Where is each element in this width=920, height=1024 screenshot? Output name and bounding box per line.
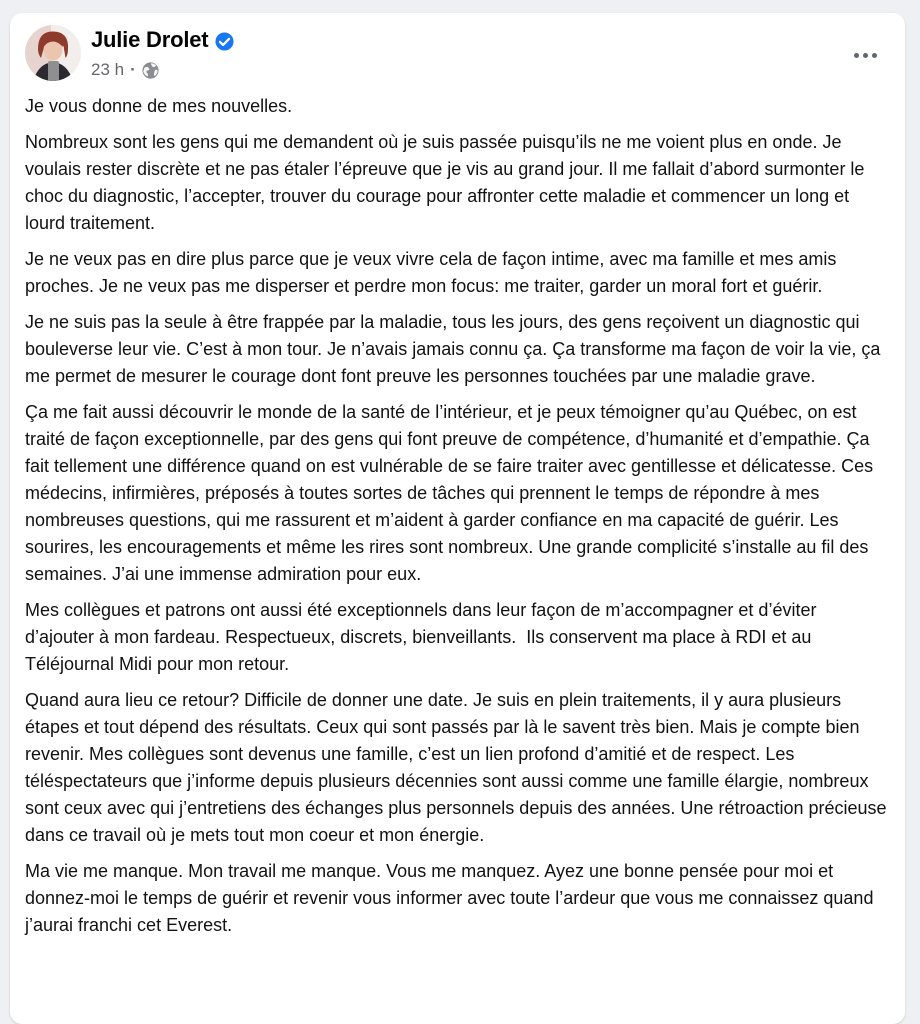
audience-globe-icon [142,62,159,79]
avatar-photo [25,25,81,81]
facebook-post-card [10,13,905,1024]
author-name[interactable]: Julie Drolet [91,27,209,52]
post-paragraph: Nombreux sont les gens qui me demandent où je suis passée puisqu’ils ne me voient plus en onde. Je voulais rester discrète et ne pas étaler l’épreuve que je vis au grand jour. Il me fallait d’abord surmonter le choc du diagnostic, l’accepter, trouver du courage pour affronter cette maladie et commencer un long et lourd traitement. [25,132,870,233]
post-paragraph: Je vous donne de mes nouvelles. [25,96,293,116]
post-paragraph: Mes collègues et patrons ont aussi été exceptionnels dans leur façon de m’accompagner et d’éviter d’ajouter à mon fardeau. Respectueux, discrets, bienveillants. Ils conservent ma place à RDI et au Téléjournal Midi pour mon retour. [25,600,822,674]
more-options-button[interactable] [845,35,885,75]
post-meta [91,60,234,80]
post-body [10,83,905,939]
verified-badge-icon [215,32,234,51]
post-header [10,13,905,83]
post-paragraph: Quand aura lieu ce retour? Difficile de donner une date. Je suis en plein traitements, il y aura plusieurs étapes et tout dépend des résultats. Ceux qui sont passés par là le savent très bien. Mais je compte bien revenir. Mes collègues sont devenus une famille, c’est un lien profond d’amitié et de respect. Les téléspectateurs que j’informe depuis plusieurs décennies sont aussi comme une famille élargie, nombreux sont ceux avec qui j’entretiens des échanges plus personnels depuis des années. Une rétroaction précieuse dans ce travail où je mets tout mon coeur et mon énergie. [25,690,892,845]
more-options-icon [854,53,859,58]
meta-separator: · [130,60,136,79]
post-paragraph: Ma vie me manque. Mon travail me manque. Vous me manquez. Ayez une bonne pensée pour moi et donnez-moi le temps de guérir et revenir vous informer avec toute l’ardeur que vous me connaissez quand j’aurai franchi cet Everest. [25,861,879,935]
post-header-info [91,25,234,80]
avatar[interactable] [25,25,81,81]
post-paragraph: Ça me fait aussi découvrir le monde de la santé de l’intérieur, et je peux témoigner qu’au Québec, on est traité de façon exceptionnelle, par des gens qui font preuve de compétence, d’humanité et d’empathie. Ça fait tellement une différence quand on est vulnérable de se faire traiter avec gentillesse et délicatesse. Ces médecins, infirmières, préposés à toutes sortes de tâches qui prennent le temps de répondre à mes nombreuses questions, qui me rassurent et m’aident à garder confiance en ma capacité de guérir. Les sourires, les encouragements et même les rires sont nombreux. Une grande complicité s’installe au fil des semaines. J’ai une immense admiration pour eux. [25,402,879,584]
post-paragraph: Je ne suis pas la seule à être frappée par la maladie, tous les jours, des gens reçoivent un diagnostic qui bouleverse leur vie. C’est à mon tour. Je n’avais jamais connu ça. Ça transforme ma façon de voir la vie, ça me permet de mesurer le courage dont font preuve les personnes touchées par une maladie grave. [25,312,886,386]
post-paragraph: Je ne veux pas en dire plus parce que je veux vivre cela de façon intime, avec ma famille et mes amis proches. Je ne veux pas me disperser et perdre mon focus: me traiter, garder un moral fort et guérir. [25,249,842,296]
timestamp[interactable]: 23 h [91,60,125,79]
